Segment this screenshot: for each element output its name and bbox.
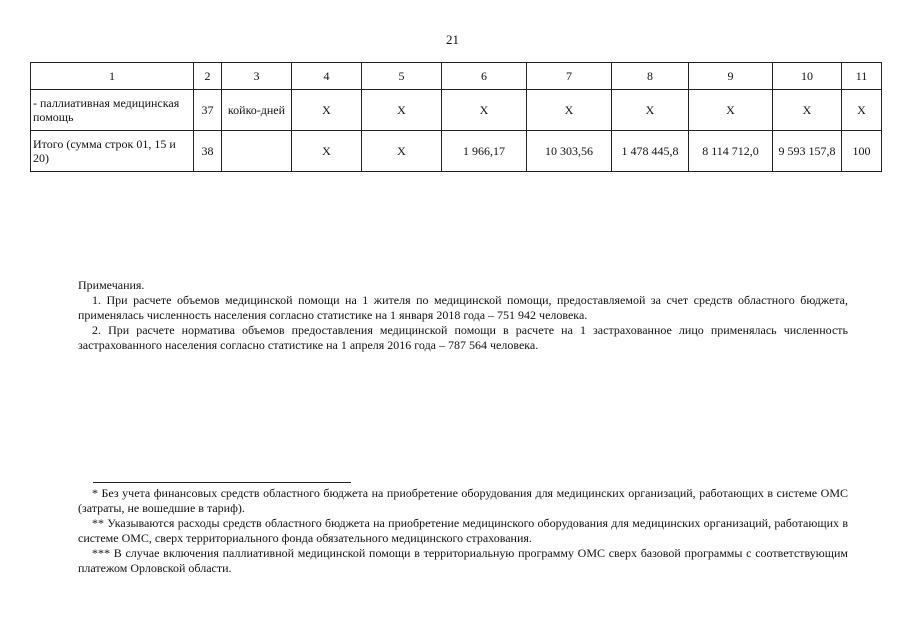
- table-cell: X: [362, 131, 442, 172]
- table-cell: 100: [842, 131, 882, 172]
- table-cell: X: [612, 90, 689, 131]
- table-cell: койко-дней: [222, 90, 292, 131]
- footnote: ** Указываются расходы средств областного бюджета на приобретение медицинского оборудования для медицинских организаций, работающих в системе ОМС, сверх территориального фонда обязательного медицинского страхования.: [78, 516, 848, 545]
- table-cell: X: [442, 90, 527, 131]
- page-number: 21: [446, 32, 459, 47]
- column-header: 9: [689, 63, 773, 90]
- table-row: [31, 131, 882, 172]
- column-header: 7: [527, 63, 612, 90]
- column-header: 1: [31, 63, 194, 90]
- column-header: 8: [612, 63, 689, 90]
- table-row: [31, 90, 882, 131]
- table-cell: 10 303,56: [527, 131, 612, 172]
- table-cell: X: [292, 90, 362, 131]
- table-cell: X: [527, 90, 612, 131]
- notes-section: [78, 278, 848, 353]
- column-header: 11: [842, 63, 882, 90]
- table-cell: X: [292, 131, 362, 172]
- table-cell: [222, 131, 292, 172]
- table-header-row: [31, 63, 882, 90]
- column-header: 5: [362, 63, 442, 90]
- column-header: 3: [222, 63, 292, 90]
- column-header: 2: [194, 63, 222, 90]
- table-cell: 8 114 712,0: [689, 131, 773, 172]
- notes-title: Примечания.: [78, 278, 145, 292]
- column-header: 4: [292, 63, 362, 90]
- table-cell: X: [362, 90, 442, 131]
- table-cell: 1 478 445,8: [612, 131, 689, 172]
- column-header: 10: [773, 63, 842, 90]
- table-cell: 9 593 157,8: [773, 131, 842, 172]
- table-cell: X: [842, 90, 882, 131]
- note-item: 2. При расчете норматива объемов предоставления медицинской помощи в расчете на 1 застрахованное лицо применялась численность застрахованного населения согласно статистике на 1 апреля 2016 года – 787 564 человека.: [78, 323, 848, 352]
- footnote: *** В случае включения паллиативной медицинской помощи в территориальную программу ОМС сверх базовой программы с соответствующим платежом Орловской области.: [78, 546, 848, 575]
- table-cell: 1 966,17: [442, 131, 527, 172]
- column-header: 6: [442, 63, 527, 90]
- footnotes-section: [78, 486, 848, 576]
- table-cell: X: [689, 90, 773, 131]
- note-item: 1. При расчете объемов медицинской помощи на 1 жителя по медицинской помощи, предоставляемой за счет средств областного бюджета, применялась численность населения согласно статистике на 1 января 2018 года – 751 942 человека.: [78, 293, 848, 322]
- data-table: [30, 62, 882, 172]
- table-cell: 38: [194, 131, 222, 172]
- row-label: - паллиативная медицинская помощь: [31, 90, 194, 131]
- table-cell: X: [773, 90, 842, 131]
- footnote-divider: [93, 482, 351, 483]
- table-cell: 37: [194, 90, 222, 131]
- row-label: Итого (сумма строк 01, 15 и 20): [31, 131, 194, 172]
- footnote: * Без учета финансовых средств областного бюджета на приобретение оборудования для медицинских организаций, работающих в системе ОМС (затраты, не вошедшие в тариф).: [78, 486, 848, 515]
